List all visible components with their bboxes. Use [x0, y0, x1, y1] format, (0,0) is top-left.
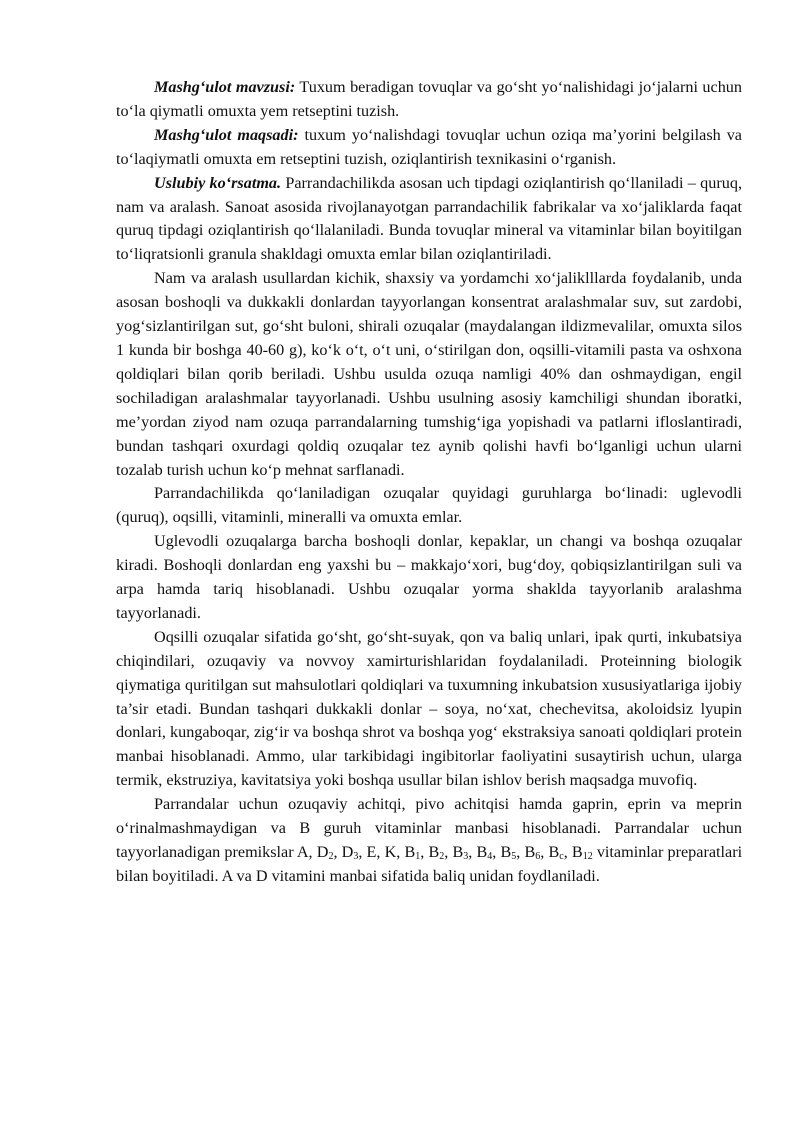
- vitamin-separator: ,: [333, 843, 342, 861]
- paragraph-topic: [116, 76, 742, 124]
- vitamin-b5-subscript: 5: [511, 851, 517, 862]
- vitamin-b4-subscript: 4: [487, 851, 493, 862]
- vitamin-b1-subscript: 1: [415, 851, 421, 862]
- vitamin-b2: B: [428, 843, 440, 861]
- vitamin-d2-subscript: 2: [328, 851, 334, 862]
- vitamin-bc-subscript: c: [559, 851, 564, 862]
- vitamin-b12: B: [571, 843, 583, 861]
- vitamin-b3-subscript: 3: [463, 851, 469, 862]
- method-text: Parrandachilikda asosan uch tipdagi oziqlantirish qo‘llaniladi – quruq, nam va aralash. Sanoat asosida rivojlanayotgan parrandachilik fabrikalar va xo‘jaliklarda faqat quruq tipdagi oziqlantirish qo‘llalaniladi. Bunda tovuqlar mineral va vitaminlar bilan boyitilgan to‘liqratsionli granula shakldagi omuxta emlar bilan oziqlantiriladi.: [116, 173, 742, 264]
- method-label: Uslubiy ko‘rsatma.: [154, 173, 282, 192]
- vitamin-b2-subscript: 2: [439, 851, 445, 862]
- paragraph-goal: [116, 124, 742, 172]
- vitamin-b3: B: [452, 843, 464, 861]
- topic-text: Tuxum beradigan tovuqlar va go‘sht yo‘nalishidagi jo‘jalarni uchun to‘la qiymatli omuxta yem retseptini tuzish.: [116, 78, 742, 120]
- goal-text: tuxum yo‘nalishdagi tovuqlar uchun oziqa ma’yorini belgilash va to‘laqiymatli omuxta em retseptini tuzish, oziqlantirish texnikasini o‘rganish.: [116, 125, 742, 168]
- vitamin-b6-subscript: 6: [535, 851, 541, 862]
- feed-groups-text: Parrandachilikda qo‘laniladigan ozuqalar quyidagi guruhlarga bo‘linadi: uglevodli (quruq), oqsilli, vitaminli, mineralli va omuxta emlar.: [116, 484, 742, 527]
- vitamins-outro-text: vitaminlar preparatlari bilan boyitiladi. A va D vitamini manbai sifatida baliq unidan foydlaniladi.: [116, 843, 743, 885]
- topic-label: Mashg‘ulot mavzusi:: [154, 78, 296, 96]
- vitamin-separator: ,: [420, 843, 429, 861]
- carbohydrate-text: Uglevodli ozuqalarga barcha boshoqli donlar, kepaklar, un changi va boshqa ozuqalar kiradi. Boshoqli donlardan eng yaxshi bu – makkajo‘xori, bug‘doy, qobiqsizlantirilgan suli va arpa hamda tariq hisoblanadi. Ushbu ozuqalar yorma shaklda tayyorlanib aralashma tayyorlanadi.: [116, 532, 742, 622]
- vitamin-b6: B: [524, 843, 536, 861]
- paragraph-wet-mixed: [116, 267, 742, 482]
- vitamin-separator: ,: [540, 843, 549, 861]
- document-page: [116, 76, 742, 889]
- paragraph-method: [116, 172, 742, 268]
- vitamin-separator: ,: [468, 843, 477, 861]
- paragraph-carbohydrate: [116, 530, 742, 626]
- vitamin-separator: ,: [563, 843, 572, 861]
- vitamin-separator: ,: [516, 843, 525, 861]
- vitamin-separator: ,: [492, 843, 501, 861]
- vitamin-b1: B: [404, 843, 416, 861]
- paragraph-feed-groups: [116, 482, 742, 530]
- vitamin-b5: B: [500, 843, 512, 861]
- paragraph-protein: [116, 626, 742, 793]
- vitamin-b12-subscript: 12: [582, 851, 593, 862]
- paragraph-vitamins: [116, 793, 742, 889]
- wet-mixed-text: Nam va aralash usullardan kichik, shaxsiy va yordamchi xo‘jaliklllarda foydalanib, unda asosan boshoqli va dukkakli donlardan tayyorlangan konsentrat aralashmalar suv, sut zardobi, yog‘sizlantirilgan sut, go‘sht buloni, shirali ozuqalar (maydalangan ildizmevalilar, omuxta silos 1 kunda bir boshga 40-60 g), ko‘k o‘t, o‘t uni, o‘stirilgan don, oqsilli-vitamili pasta va oshxona qoldiqlari bilan qorib beriladi. Ushbu usulda ozuqa namligi 40% dan oshmaydigan, engil sochiladigan aralashmalar tayyorlanadi. Ushbu usulning asosiy kamchiligi shundan iboratki, me’yordan ziyod nam ozuqa parrandalarning tumshig‘iga yopishadi va patlarni ifloslantiradi, bundan tashqari oxurdagi qoldiq ozuqalar tez aynib qolishi havfi bo‘lganligi uchun ularni tozalab turish uchun ko‘p mehnat sarflanadi.: [116, 269, 742, 479]
- vitamin-separator: , E, K,: [358, 843, 405, 861]
- vitamins-intro-text: Parrandalar uchun ozuqaviy achitqi, pivo achitqisi hamda gaprin, eprin va meprin o‘rinalmashmaydigan va B guruh vitaminlar manbasi hisoblanadi. Parrandalar uchun tayyorlanadigan premikslar A, D: [116, 795, 742, 861]
- vitamin-separator: ,: [444, 843, 453, 861]
- vitamin-d3: D: [341, 843, 354, 861]
- protein-text: Oqsilli ozuqalar sifatida go‘sht, go‘sht-suyak, qon va baliq unlari, ipak qurti, inkubatsiya chiqindilari, ozuqaviy va novvoy xamirturishlaridan foydalaniladi. Proteinning biologik qiymatiga quritilgan sut mahsulotlari qoldiqlari va tuxumning inkubatsion xususiyatlariga ijobiy ta’sir etadi. Bundan tashqari dukkakli donlar – soya, no‘xat, chechevitsa, akoloidsiz lyupin donlari, kungaboqar, zig‘ir va boshqa shrot va boshqa yog‘ ekstraksiya sanoati qoldiqlari protein manbai hisoblanadi. Ammo, ular tarkibidagi ingibitorlar faoliyatini susaytirish uchun, ularga termik, ekstruziya, kavitatsiya yoki boshqa usullar bilan ishlov berish maqsadga muvofiq.: [116, 627, 742, 790]
- vitamin-bc: B: [548, 843, 560, 861]
- vitamin-d3-subscript: 3: [353, 851, 359, 862]
- vitamin-b4: B: [476, 843, 488, 861]
- goal-label: Mashg‘ulot maqsadi:: [154, 125, 299, 144]
